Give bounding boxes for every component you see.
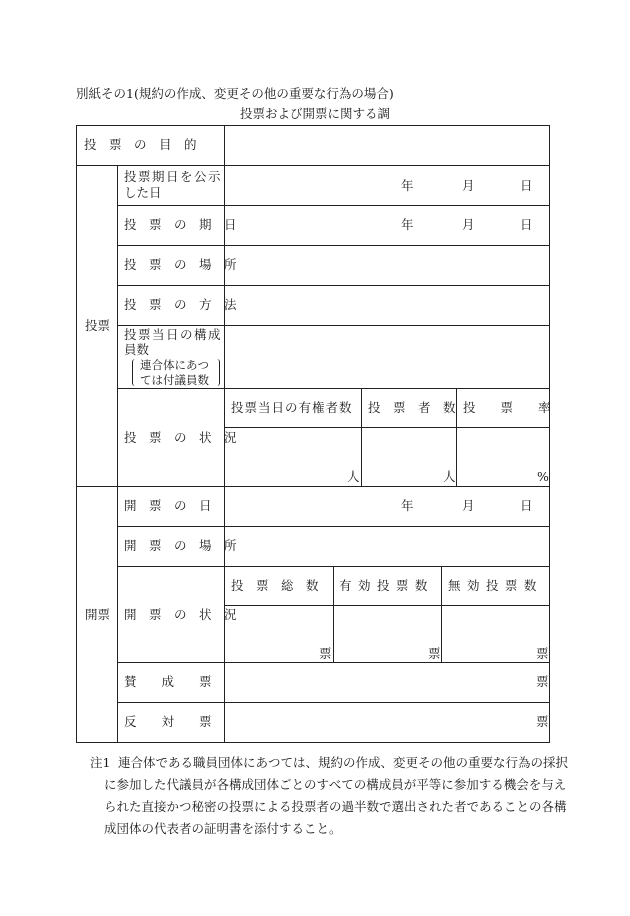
year-unit: 年 xyxy=(401,178,414,193)
unit-percent: % xyxy=(537,469,549,484)
note-line-2: に参加した代議員が各構成団体ごとのすべての構成員が平等に参加する機会を与え xyxy=(104,777,567,792)
col-eligible-voters: 投票当日の有権者数 xyxy=(231,400,353,415)
year-unit: 年 xyxy=(401,217,414,232)
note-line-4: 成団体の代表者の証明書を添付すること。 xyxy=(104,821,342,836)
month-unit: 月 xyxy=(462,498,475,513)
day-unit: 日 xyxy=(520,178,533,193)
members-label-1: 投票当日の構成 xyxy=(124,327,223,342)
form-reference: 別紙その1(規約の作成、変更その他の重要な行為の場合) xyxy=(76,86,394,101)
voting-date-label: 投 票 の 期 日 xyxy=(124,217,237,232)
unit-vote-valid: 票 xyxy=(428,646,441,661)
votes-for-label: 賛 成 票 xyxy=(124,674,212,689)
unit-person-eligible: 人 xyxy=(347,469,360,484)
announce-date-label-1: 投票期日を公示 xyxy=(124,169,223,184)
unit-person-voters: 人 xyxy=(443,469,456,484)
col-valid-votes: 有 効 投 票 数 xyxy=(339,578,429,593)
day-unit: 日 xyxy=(520,498,533,513)
voting-status-label: 投 票 の 状 況 xyxy=(124,430,237,445)
members-note-2: ては付議員数 xyxy=(140,373,209,387)
counting-place-label: 開 票 の 場 所 xyxy=(124,538,237,553)
col-total-votes: 投 票 総 数 xyxy=(231,578,319,593)
purpose-label: 投 票 の 目 的 xyxy=(84,137,197,152)
unit-vote-total: 票 xyxy=(319,646,332,661)
votes-against-label: 反 対 票 xyxy=(124,714,212,729)
year-unit: 年 xyxy=(401,498,414,513)
day-unit: 日 xyxy=(520,217,533,232)
note-line-3: られた直接かつ秘密の投票による投票者の過半数で選出された者であることの各構 xyxy=(104,799,567,814)
month-unit: 月 xyxy=(462,217,475,232)
voting-place-label: 投 票 の 場 所 xyxy=(124,257,237,272)
note-line-1: 連合体である職員団体にあつては、規約の作成、変更その他の重要な行為の採択 xyxy=(118,755,569,770)
voting-group-label: 投票 xyxy=(85,318,111,333)
unit-vote-invalid: 票 xyxy=(536,646,549,661)
unit-vote-for: 票 xyxy=(536,674,549,689)
unit-vote-against: 票 xyxy=(536,714,549,729)
counting-status-label: 開 票 の 状 況 xyxy=(124,607,237,622)
note-marker: 注1 xyxy=(90,755,111,770)
members-note-1: 連合体にあつ xyxy=(140,358,209,372)
announce-date-label-2: した日 xyxy=(124,185,162,200)
counting-group-label: 開票 xyxy=(85,607,111,622)
col-invalid-votes: 無 効 投 票 数 xyxy=(448,578,538,593)
voting-method-label: 投 票 の 方 法 xyxy=(124,297,237,312)
col-voting-rate: 投 票 率 xyxy=(463,400,551,415)
members-label-2: 員数 xyxy=(124,342,150,357)
counting-date-label: 開 票 の 日 xyxy=(124,498,212,513)
month-unit: 月 xyxy=(462,178,475,193)
document-title: 投票および開票に関する調 xyxy=(240,106,391,121)
col-voter-count: 投 票 者 数 xyxy=(368,400,456,415)
